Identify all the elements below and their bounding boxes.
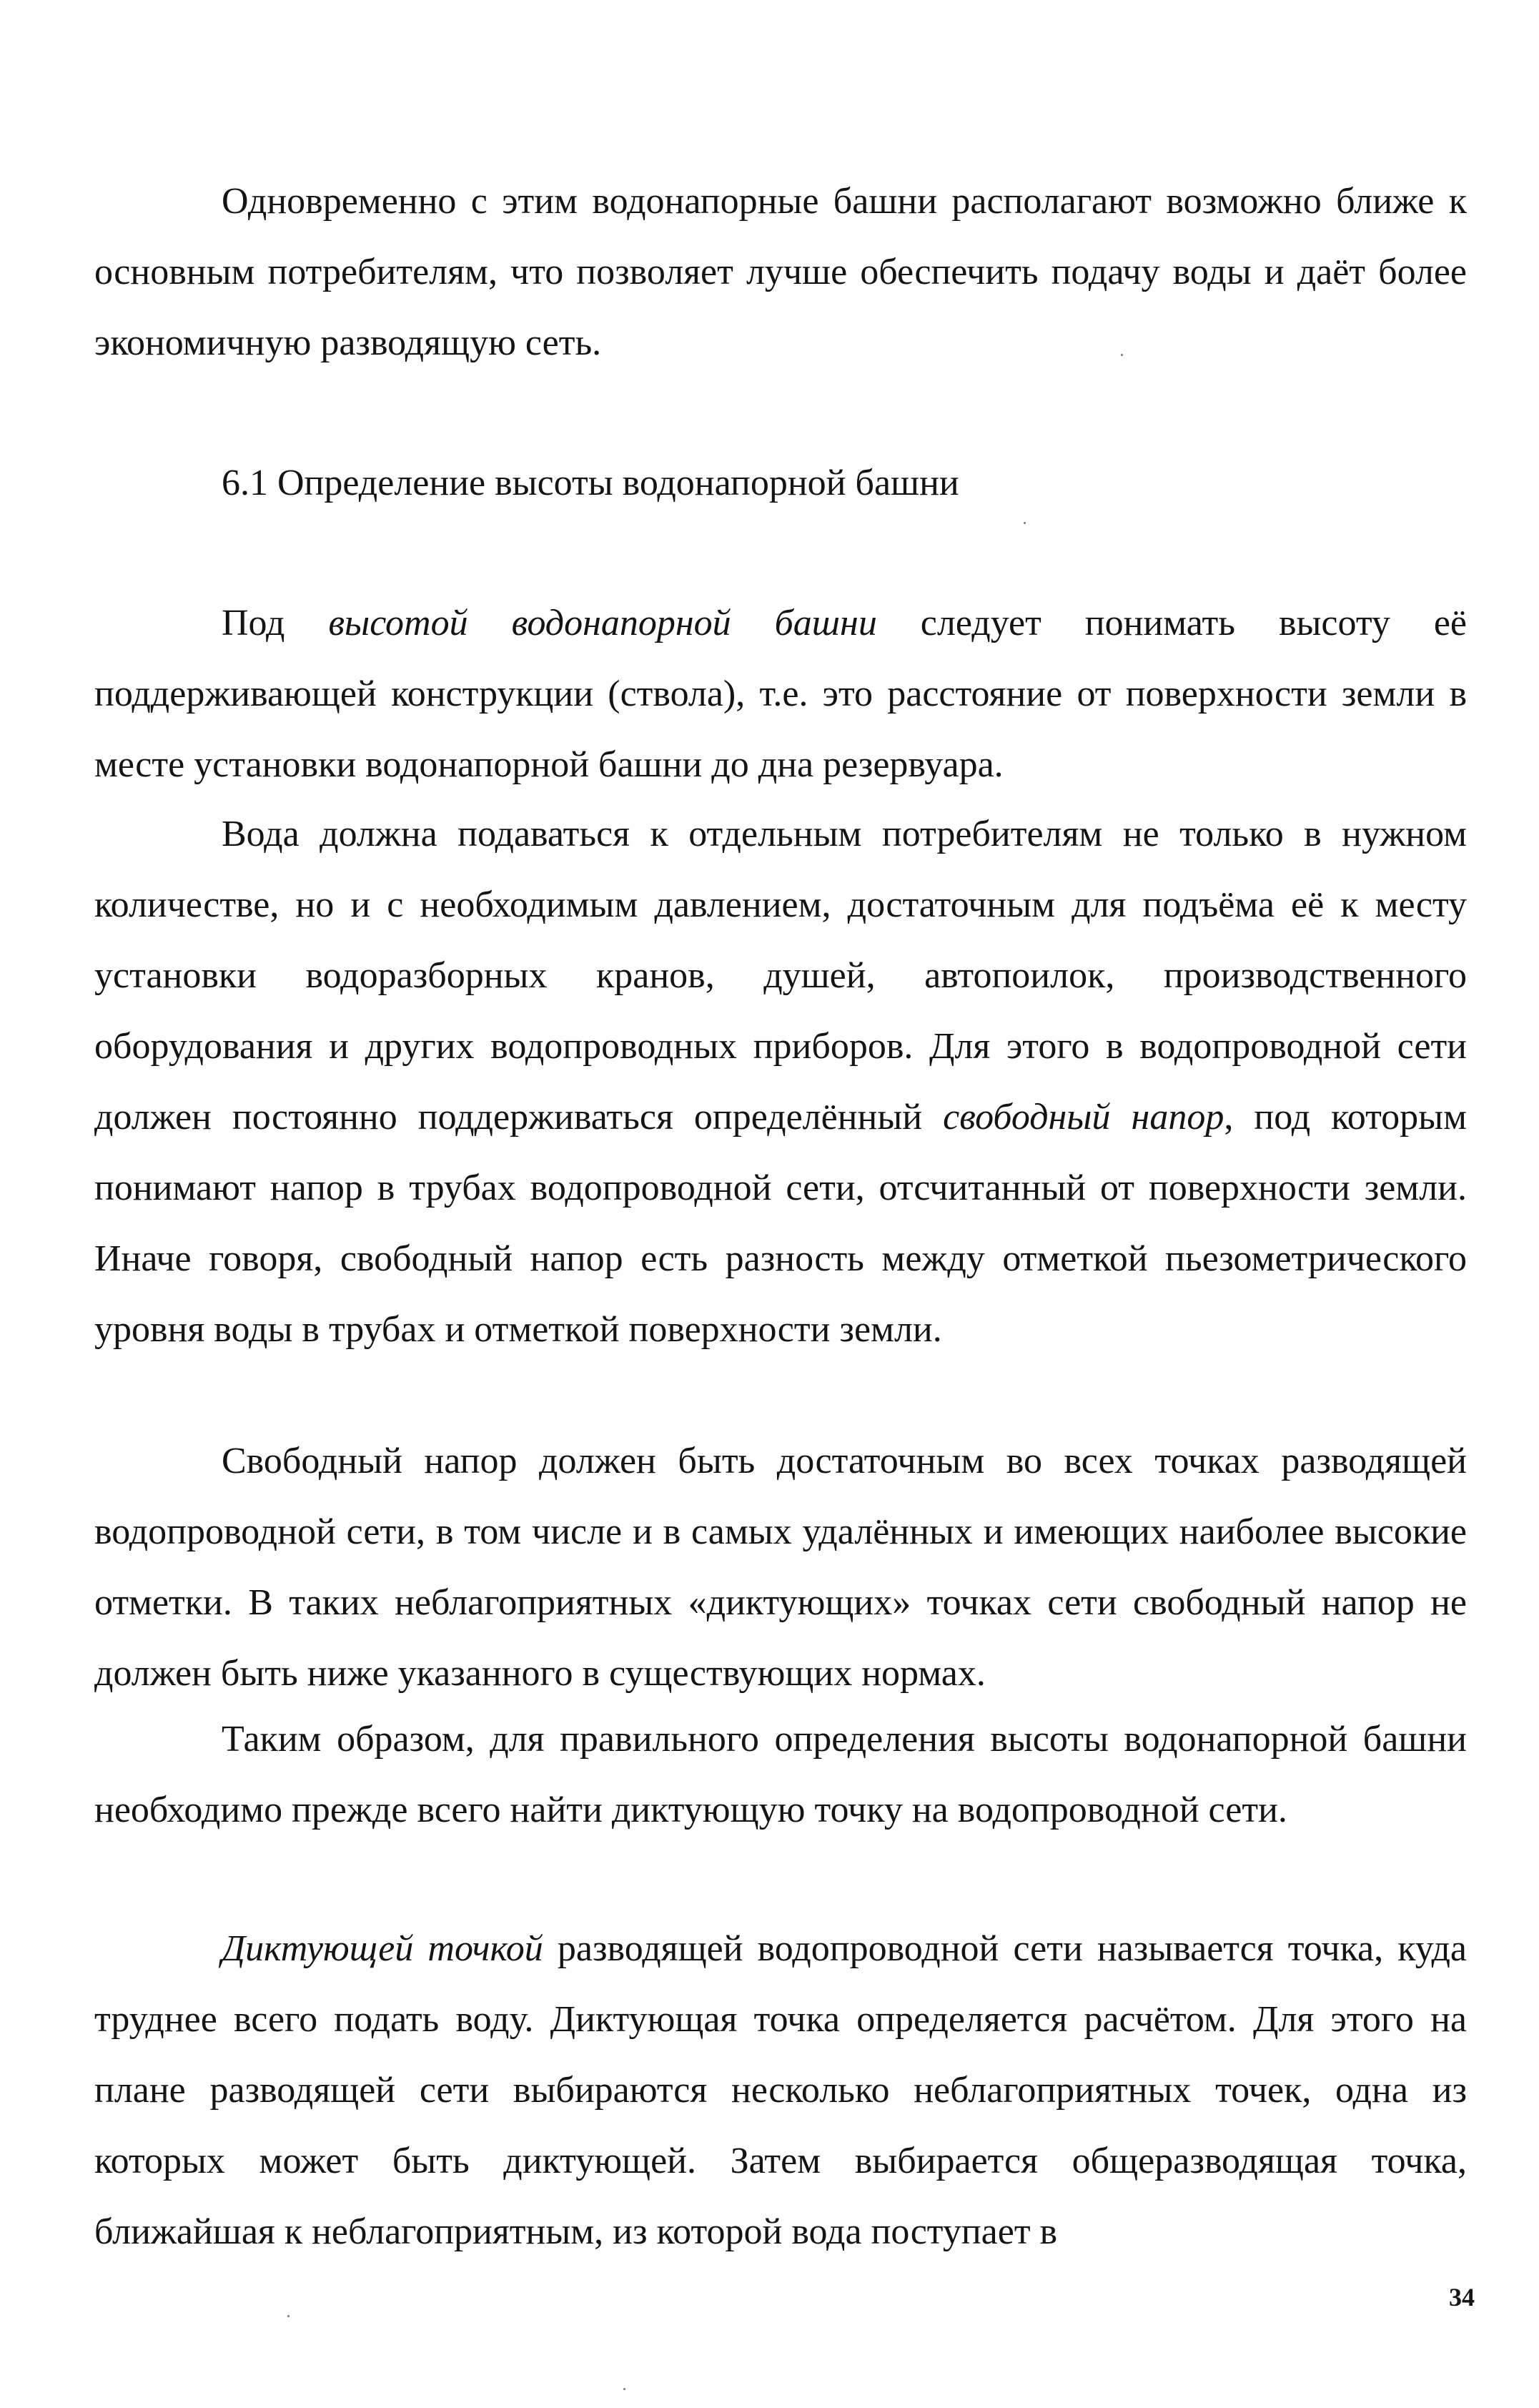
text-run: следует понимать высоту её поддерживающей конструкции (ствола), т.е. это расстояние от поверхности земли в месте установки водонапорной башни до дна резервуара. (94, 603, 1467, 785)
text-run: разводящей водопроводной сети называется точка, куда труднее всего подать воду. Диктующая точка определяется расчётом. Для этого на плане разводящей сети выбираются несколько неблагоприятных точек, одна из которых может быть диктующей. Затем выбирается общеразводящая точка, ближайшая к неблагоприятным, из которой вода поступает в (94, 1928, 1467, 2252)
paragraph-intro: Одновременно с этим водонапорные башни располагают возможно ближе к основным потребителям, что позволяет лучше обеспечить подачу воды и даёт более экономичную разводящую сеть. (94, 181, 1467, 363)
paragraph-dictating-points: Свободный напор должен быть достаточным во всех точках разводящей водопроводной сети, в том числе и в самых удалённых и имеющих наиболее высокие отметки. В таких неблагоприятных «диктующих» точках сети свободный напор не должен быть ниже указанного в существующих нормах. (94, 1441, 1467, 1694)
emphasis-term: высотой водонапорной башни (328, 603, 877, 643)
scan-speck (287, 2315, 290, 2317)
section-heading: 6.1 Определение высоты водонапорной башни (222, 463, 959, 503)
paragraph-conclusion: Таким образом, для правильного определения высоты водонапорной башни необходимо прежде всего найти диктующую точку на водопроводной сети. (94, 1719, 1467, 1830)
paragraph-free-head (94, 799, 1467, 1365)
scan-speck (623, 2388, 625, 2390)
text-run: Под (222, 603, 329, 643)
paragraph-dictating-definition (94, 1913, 1467, 2267)
scan-speck (1121, 354, 1123, 356)
page-number: 34 (1449, 2283, 1475, 2311)
paragraph-definition-height (94, 588, 1467, 800)
scan-speck (1024, 522, 1026, 524)
emphasis-term: свободный напор (943, 1097, 1224, 1138)
text-run: , под которым понимают напор в трубах водопроводной сети, отсчитанный от поверхности земли. Иначе говоря, свободный напор есть разность между отметкой пьезометрического уровня воды в трубах и отметкой поверхности земли. (94, 1097, 1468, 1350)
text-run: Вода должна подаваться к отдельным потребителям не только в нужном количестве, но и с необходимым давлением, достаточным для подъёма её к месту установки водоразборных кранов, душей, автопоилок, производственного оборудования и других водопроводных приборов. Для этого в водопроводной сети должен постоянно поддерживаться определённый (94, 814, 1467, 1138)
emphasis-term: Диктующей точкой (222, 1928, 543, 1969)
